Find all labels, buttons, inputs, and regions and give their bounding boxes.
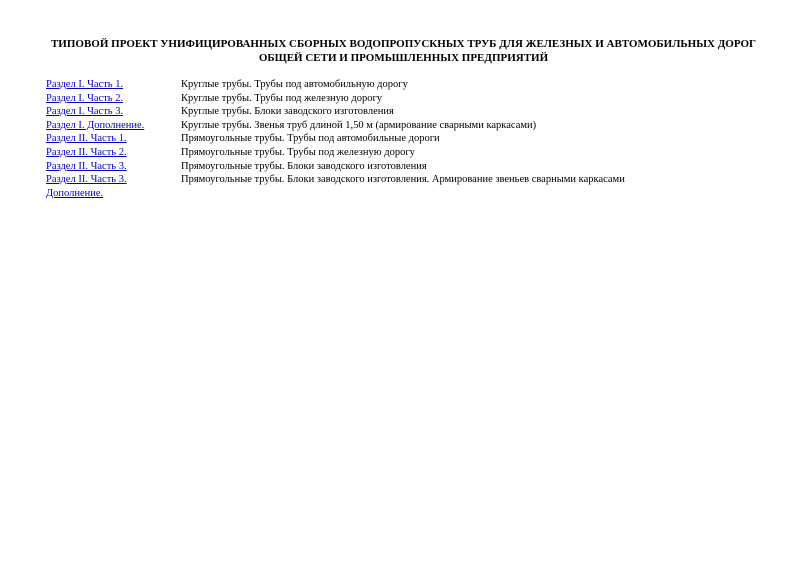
toc-description: Круглые трубы. Трубы под автомобильную дорогу bbox=[181, 79, 408, 90]
toc-link-section-2-part-2[interactable]: Раздел II. Часть 2. bbox=[46, 146, 127, 158]
toc-description: Прямоугольные трубы. Трубы под автомобильные дороги bbox=[181, 133, 440, 145]
toc-description: Круглые трубы. Звенья труб длиной 1,50 м (армирование сварными каркасами) bbox=[181, 119, 537, 131]
toc-row bbox=[46, 105, 786, 119]
toc-row bbox=[46, 92, 786, 106]
toc-link-section-2-part-1[interactable]: Раздел II. Часть 1. bbox=[46, 133, 127, 145]
page-title bbox=[40, 37, 767, 65]
toc-link-section-2-part-3-supplement[interactable]: Раздел II. Часть 3. bbox=[46, 174, 127, 186]
toc-link-section-1-part-1[interactable]: Раздел I. Часть 1. bbox=[46, 79, 124, 90]
toc-row bbox=[46, 187, 786, 201]
table-of-contents bbox=[46, 78, 786, 200]
toc-description: Прямоугольные трубы. Трубы под железную дорогу bbox=[181, 146, 415, 158]
toc-description: Прямоугольные трубы. Блоки заводского изготовления bbox=[181, 160, 427, 172]
title-line-2: ОБЩЕЙ СЕТИ И ПРОМЫШЛЕННЫХ ПРЕДПРИЯТИЙ bbox=[258, 52, 549, 64]
toc-link-section-2-part-3[interactable]: Раздел II. Часть 3. bbox=[46, 160, 127, 172]
toc-link-section-1-part-3[interactable]: Раздел I. Часть 3. bbox=[46, 106, 124, 118]
toc-link-section-1-supplement[interactable]: Раздел I. Дополнение. bbox=[46, 119, 145, 131]
toc-description bbox=[181, 187, 786, 201]
toc-row bbox=[46, 173, 786, 187]
toc-link-supplement[interactable]: Дополнение. bbox=[46, 187, 104, 199]
toc-row bbox=[46, 132, 786, 146]
toc-row bbox=[46, 78, 786, 92]
toc-description: Круглые трубы. Блоки заводского изготовления bbox=[181, 106, 394, 118]
toc-description: Круглые трубы. Трубы под железную дорогу bbox=[181, 92, 383, 104]
toc-description: Прямоугольные трубы. Блоки заводского изготовления. Армирование звеньев сварными каркасами bbox=[181, 174, 625, 186]
toc-row bbox=[46, 146, 786, 160]
toc-link-section-1-part-2[interactable]: Раздел I. Часть 2. bbox=[46, 92, 124, 104]
title-line-1: ТИПОВОЙ ПРОЕКТ УНИФИЦИРОВАННЫХ СБОРНЫХ ВОДОПРОПУСКНЫХ ТРУБ ДЛЯ ЖЕЛЕЗНЫХ И АВТОМОБИЛЬНЫХ ДОРОГ bbox=[50, 38, 757, 50]
toc-row bbox=[46, 160, 786, 174]
toc-row bbox=[46, 119, 786, 133]
